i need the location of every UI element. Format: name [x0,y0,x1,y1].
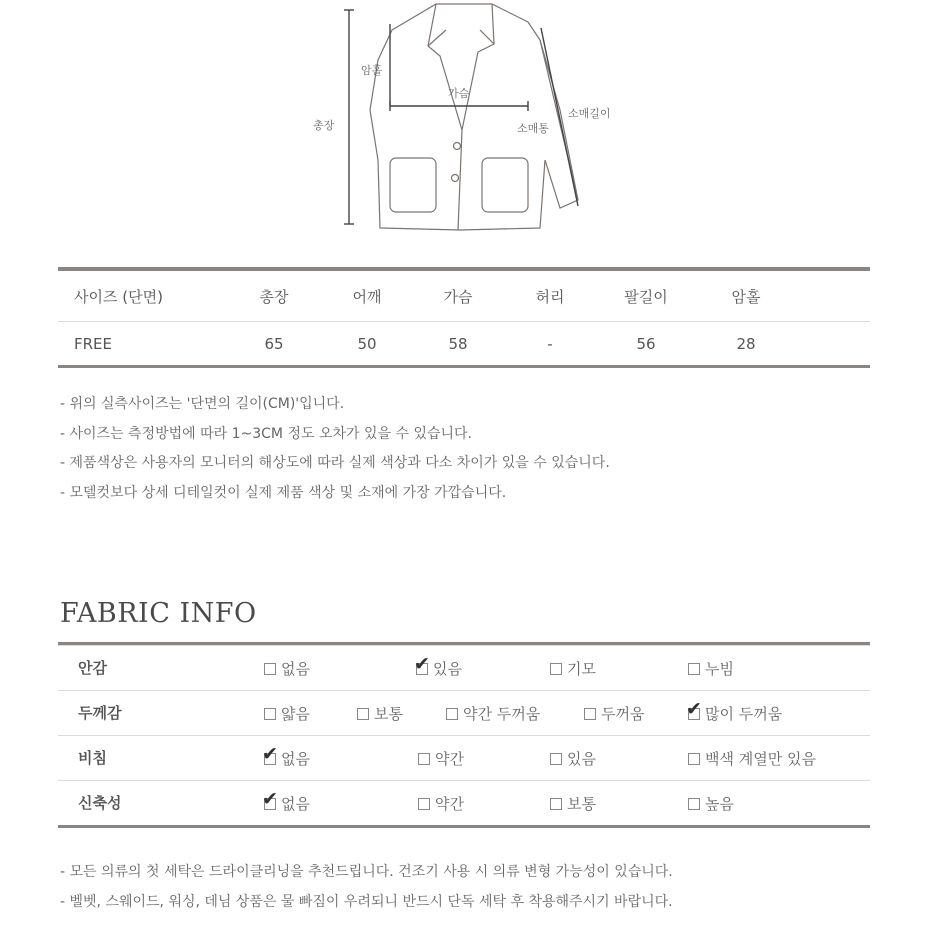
fabric-row-stretch [58,780,870,825]
fabric-row-label: 안감 [78,659,107,677]
checkbox [688,753,700,765]
checkbox [550,798,562,810]
checkbox [264,708,276,720]
header-total-length: 총장 [259,287,289,306]
option-yes: ✔ 있음 [414,652,462,678]
checkbox [584,708,596,720]
fabric-info-table [58,642,870,828]
checkbox [357,708,369,720]
header-size: 사이즈 (단면) [74,287,163,306]
sleeve-length-label: 소매길이 [568,107,611,120]
option-normal: 보통 [357,691,403,736]
sleeve-width-label: 소매통 [517,122,549,135]
cell-arm-length: 56 [636,334,656,353]
size-notes [60,390,860,508]
option-yes: 있음 [550,736,596,781]
option-very-thick: ✔ 많이 두꺼움 [686,697,783,723]
header-waist: 허리 [535,287,565,306]
fabric-row-label: 두께감 [78,704,122,722]
care-note: - 모든 의류의 첫 세탁은 드라이클리닝을 추천드립니다. 건조기 사용 시 의류 변형 가능성이 있습니다. [60,864,673,880]
option-thin: 얇음 [264,691,310,736]
checkbox [264,663,276,675]
checkbox-checked [262,742,278,765]
size-table [58,267,870,368]
fabric-bottom-rule [58,825,870,828]
armhole-label: 암홀 [361,64,383,77]
care-note: - 벨벳, 스웨이드, 워싱, 데님 상품은 물 빠짐이 우려되니 반드시 단독 세탁 후 착용해주시기 바랍니다. [60,893,673,910]
jacket-size-diagram [0,0,925,240]
fabric-row-thickness [58,690,870,735]
table-bottom-rule [58,365,870,368]
header-arm-length: 팔길이 [624,287,668,306]
checkbox [688,663,700,675]
cell-size: FREE [74,334,113,353]
fabric-row-lining [58,645,870,690]
size-note: - 제품색상은 사용자의 모니터의 해상도에 따라 실제 색상과 다소 차이가 있을 수 있습니다. [60,455,610,471]
option-slight: 약간 [418,736,464,781]
check-icon: ✔ [262,787,278,810]
care-notes [60,858,860,917]
cell-total-length: 65 [264,334,284,353]
checkbox-checked [262,787,278,810]
option-slightly-thick: 약간 두꺼움 [446,691,540,736]
size-note: - 사이즈는 측정방법에 따라 1~3CM 정도 오차가 있을 수 있습니다. [60,425,473,442]
cell-armhole: 28 [736,334,756,353]
header-shoulder: 어깨 [352,287,382,306]
option-normal: 보통 [550,781,596,826]
checkbox [550,663,562,675]
size-note: - 모델컷보다 상세 디테일컷이 실제 제품 색상 및 소재에 가장 가깝습니다. [60,484,507,501]
option-none: ✔ 없음 [262,742,310,768]
checkbox [418,753,430,765]
option-white-only: 백색 계열만 있음 [688,736,816,781]
cell-shoulder: 50 [357,334,377,353]
check-icon: ✔ [414,652,430,675]
size-note: - 위의 실측사이즈는 '단면의 길이(CM)'입니다. [60,396,345,412]
checkbox [688,798,700,810]
checkbox [446,708,458,720]
option-slight: 약간 [418,781,464,826]
header-chest: 가슴 [443,287,473,306]
option-quilted: 누빔 [688,646,734,691]
total-length-label: 총장 [313,119,335,132]
option-thick: 두꺼움 [584,691,644,736]
checkbox [550,753,562,765]
checkbox [418,798,430,810]
checkbox-checked [414,652,430,675]
jacket-illustration [0,0,925,240]
fabric-info-title: FABRIC INFO [60,598,257,629]
check-icon: ✔ [262,742,278,765]
checkbox-checked [686,697,702,720]
size-header-row [58,271,870,321]
size-data-row [58,321,870,365]
cell-chest: 58 [448,334,468,353]
check-icon: ✔ [686,697,702,720]
fabric-row-label: 신축성 [78,794,122,812]
option-fleece: 기모 [550,646,596,691]
chest-label: 가슴 [448,87,470,100]
option-high: 높음 [688,781,734,826]
cell-waist: - [547,334,553,353]
header-armhole: 암홀 [731,287,761,306]
fabric-row-label: 비침 [78,749,107,767]
fabric-row-sheerness [58,735,870,780]
option-none: ✔ 없음 [262,787,310,813]
option-none: 없음 [264,646,310,691]
